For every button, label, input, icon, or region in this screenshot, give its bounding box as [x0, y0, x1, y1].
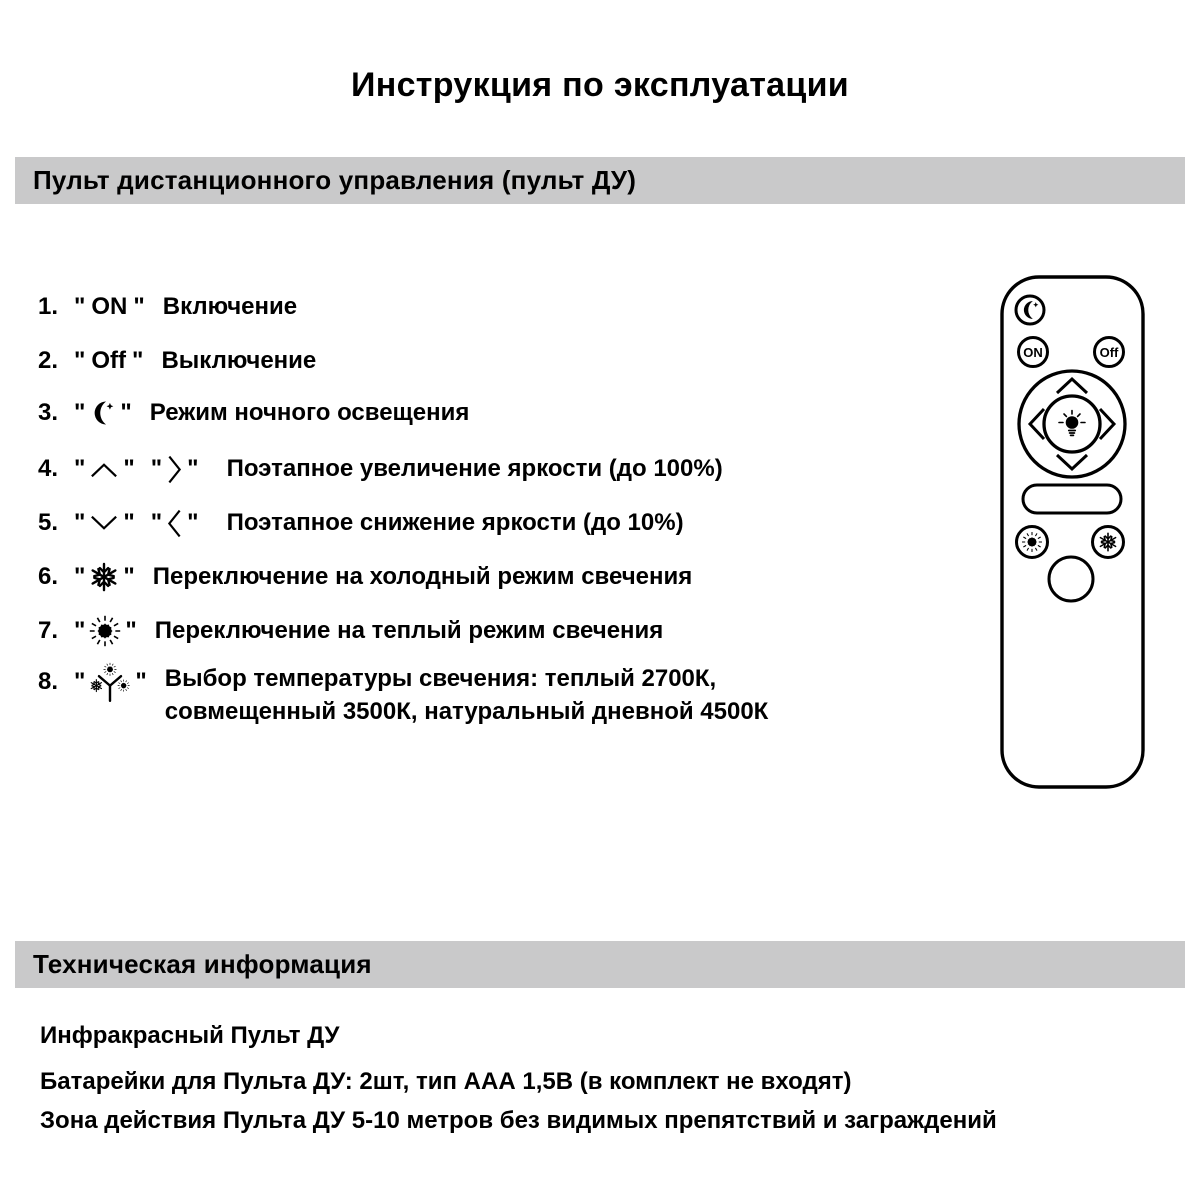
list-item-brightness-up [38, 447, 723, 491]
quote-mark: " [132, 347, 144, 374]
item-text: Включение [162, 293, 298, 320]
angle-left-icon [166, 508, 183, 539]
sun-warm-mode-icon [89, 615, 121, 647]
angle-right-icon [166, 454, 183, 485]
item-number: 6. [38, 563, 59, 590]
quote-mark: " [74, 563, 86, 590]
section-header-tech [15, 941, 1185, 988]
tech-info-line-type: Инфракрасный Пульт ДУ [40, 1022, 340, 1049]
quote-mark: " [74, 509, 86, 536]
quote-mark: " [74, 455, 86, 482]
moon-night-mode-icon [89, 399, 116, 427]
item-text: Поэтапное снижение яркости (до 10%) [226, 509, 684, 536]
quote-mark: " [123, 455, 135, 482]
quote-mark: " [74, 293, 86, 320]
list-item-warm-mode [38, 609, 663, 653]
quote-mark: " [187, 455, 199, 482]
item-text: Переключение на теплый режим свечения [154, 617, 664, 644]
remote-control-illustration [988, 268, 1148, 798]
quote-mark: " [74, 399, 86, 426]
snowflake-cold-mode-icon [89, 562, 119, 592]
temperature-select-icon [89, 662, 131, 704]
item-number: 4. [38, 455, 59, 482]
quote-mark: " [120, 399, 132, 426]
quote-mark: " [133, 293, 145, 320]
item-number: 7. [38, 617, 59, 644]
quote-mark: " [123, 563, 135, 590]
section-header-tech-label: Техническая информация [33, 949, 372, 979]
off-button-label: Off [91, 347, 127, 374]
chevron-down-icon [89, 514, 119, 533]
on-button-label: ON [91, 293, 128, 320]
item-number: 8. [38, 668, 59, 695]
list-item-on [38, 285, 297, 329]
remote-on-label: ON [1023, 345, 1043, 360]
chevron-up-icon [89, 460, 119, 479]
tech-info-line-batteries: Батарейки для Пульта ДУ: 2шт, тип ААА 1,5В (в комплект не входят) [40, 1068, 852, 1095]
list-item-brightness-down [38, 501, 684, 545]
quote-mark: " [74, 347, 86, 374]
list-item-temperature-select [38, 662, 768, 728]
quote-mark: " [125, 617, 137, 644]
tech-info-line-range: Зона действия Пульта ДУ 5-10 метров без видимых препятствий и заграждений [40, 1107, 997, 1134]
page-title: Инструкция по эксплуатации [351, 66, 849, 104]
list-item-cold-mode [38, 555, 692, 599]
quote-mark: " [123, 509, 135, 536]
item-text-line2: совмещенный 3500К, натуральный дневной 4500К [164, 698, 769, 725]
section-header-remote-label: Пульт дистанционного управления (пульт ДУ) [33, 165, 637, 195]
quote-mark: " [150, 509, 163, 536]
item-text: Режим ночного освещения [149, 399, 470, 426]
section-header-remote [15, 157, 1185, 204]
item-text: Поэтапное увеличение яркости (до 100%) [226, 455, 723, 482]
quote-mark: " [74, 617, 86, 644]
quote-mark: " [150, 455, 163, 482]
item-text: Выключение [161, 347, 317, 374]
remote-off-label: Off [1099, 345, 1119, 360]
list-item-off [38, 339, 316, 383]
quote-mark: " [135, 668, 147, 695]
item-text-line1: Выбор температуры свечения: теплый 2700К, [164, 665, 717, 692]
item-number: 5. [38, 509, 59, 536]
item-number: 1. [38, 293, 59, 320]
list-item-night-mode [38, 391, 469, 435]
item-number: 3. [38, 399, 59, 426]
item-text: Переключение на холодный режим свечения [152, 563, 693, 590]
item-text [165, 662, 769, 728]
quote-mark: " [74, 668, 86, 695]
quote-mark: " [187, 509, 199, 536]
item-number: 2. [38, 347, 59, 374]
